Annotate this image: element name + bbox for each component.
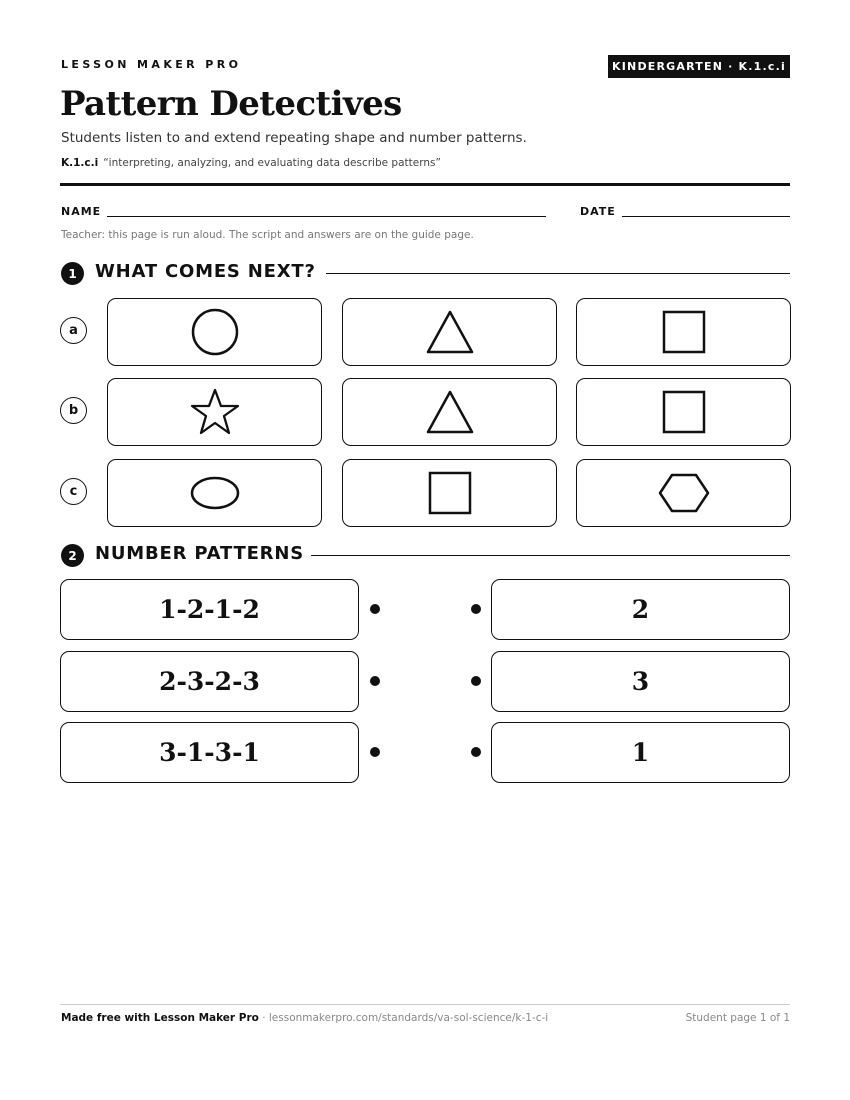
grade-badge: KINDERGARTEN · K.1.c.i	[608, 55, 790, 78]
match-dot-right-3[interactable]	[471, 747, 481, 757]
match-dot-right-1[interactable]	[471, 604, 481, 614]
match-dot-left-1[interactable]	[370, 604, 380, 614]
shape-card-c-1	[107, 459, 322, 527]
circle-icon	[191, 308, 239, 356]
hexagon-icon	[658, 473, 710, 513]
name-label: NAME	[61, 205, 102, 218]
shape-card-c-3	[576, 459, 791, 527]
standard-line	[61, 157, 441, 169]
footer-divider	[60, 1004, 790, 1005]
number-pattern-card-1: 1-2-1-2	[60, 579, 359, 640]
shape-card-b-3	[576, 378, 791, 446]
section-2-rule	[311, 555, 790, 556]
footer-credit	[61, 1012, 548, 1024]
standard-code: K.1.c.i	[61, 157, 99, 169]
triangle-icon	[426, 310, 474, 354]
match-dot-left-2[interactable]	[370, 676, 380, 686]
page-subtitle: Students listen to and extend repeating shape and number patterns.	[61, 130, 527, 146]
date-field[interactable]	[622, 216, 790, 217]
shape-card-b-2	[342, 378, 557, 446]
row-label-a: a	[60, 317, 87, 344]
teacher-note: Teacher: this page is run aloud. The script and answers are on the guide page.	[61, 229, 474, 241]
answer-card-1: 2	[491, 579, 790, 640]
section-1-title: WHAT COMES NEXT?	[95, 261, 316, 282]
square-icon	[662, 390, 706, 434]
square-icon	[428, 471, 472, 515]
section-2-number: 2	[61, 544, 84, 567]
row-label-b: b	[60, 397, 87, 424]
page-title: Pattern Detectives	[60, 84, 402, 124]
triangle-icon	[426, 390, 474, 434]
shape-card-b-1	[107, 378, 322, 446]
section-1-rule	[326, 273, 790, 274]
brand-name: LESSON MAKER PRO	[61, 58, 242, 71]
section-2-title: NUMBER PATTERNS	[95, 543, 304, 564]
number-pattern-card-3: 3-1-3-1	[60, 722, 359, 783]
footer-url[interactable]: · lessonmakerpro.com/standards/va-sol-science/k-1-c-i	[258, 1012, 549, 1024]
number-pattern-card-2: 2-3-2-3	[60, 651, 359, 712]
answer-card-3: 1	[491, 722, 790, 783]
footer-made-with: Made free with Lesson Maker Pro	[61, 1012, 259, 1024]
standard-text: “interpreting, analyzing, and evaluating data describe patterns”	[103, 157, 441, 169]
footer-page-number: Student page 1 of 1	[685, 1012, 790, 1024]
match-dot-left-3[interactable]	[370, 747, 380, 757]
header-divider	[60, 183, 790, 186]
shape-card-a-3	[576, 298, 791, 366]
date-label: DATE	[580, 205, 616, 218]
shape-card-c-2	[342, 459, 557, 527]
shape-card-a-2	[342, 298, 557, 366]
section-1-number: 1	[61, 262, 84, 285]
match-dot-right-2[interactable]	[471, 676, 481, 686]
answer-card-2: 3	[491, 651, 790, 712]
square-icon	[662, 310, 706, 354]
shape-card-a-1	[107, 298, 322, 366]
star-icon	[190, 388, 240, 436]
row-label-c: c	[60, 478, 87, 505]
name-field[interactable]	[107, 216, 546, 217]
oval-icon	[190, 476, 240, 510]
